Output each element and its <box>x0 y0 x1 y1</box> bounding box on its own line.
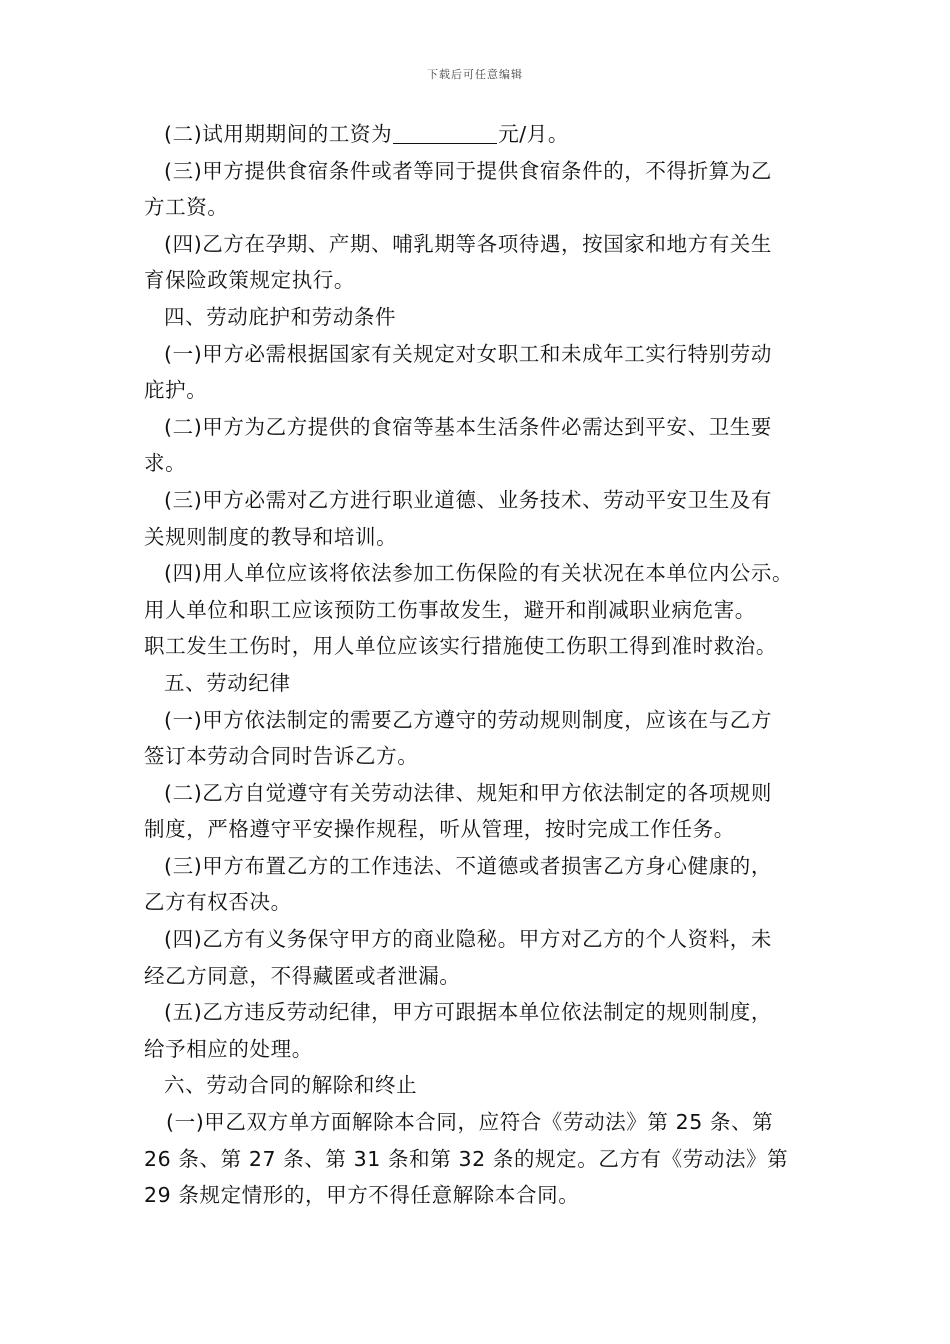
paragraph-line: 关规则制度的教导和培训。 <box>144 524 398 549</box>
paragraph-line: (二)乙方自觉遵守有关劳动法律、规矩和甲方依法制定的各项规则 <box>164 780 772 805</box>
paragraph-line: 制度，严格遵守平安操作规程，听从管理，按时完成工作任务。 <box>144 817 735 842</box>
section-heading: 五、劳动纪律 <box>164 670 291 695</box>
document-body <box>144 116 814 1214</box>
paragraph-line: 29 条规定情形的，甲方不得任意解除本合同。 <box>144 1183 580 1208</box>
section-heading: 六、劳动合同的解除和终止 <box>164 1073 418 1098</box>
paragraph-line <box>144 116 814 153</box>
paragraph-line: 求。 <box>144 451 187 476</box>
salary-unit: 元/月。 <box>498 122 570 146</box>
paragraph-line: (五)乙方违反劳动纪律，甲方可跟据本单位依法制定的规则制度， <box>164 1000 772 1025</box>
paragraph-line: (二)甲方为乙方提供的食宿等基本生活条件必需达到平安、卫生要 <box>164 414 772 439</box>
page-header: 下载后可任意编辑 <box>427 68 523 81</box>
paragraph-line: 签订本劳动合同时告诉乙方。 <box>144 744 419 769</box>
salary-blank-field[interactable] <box>393 121 497 144</box>
paragraph-line: 职工发生工伤时，用人单位应该实行措施使工伤职工得到准时救治。 <box>144 634 777 659</box>
paragraph-line: (三)甲方必需对乙方进行职业道德、业务技术、劳动平安卫生及有 <box>164 487 772 512</box>
paragraph-line: 26 条、第 27 条、第 31 条和第 32 条的规定。乙方有《劳动法》第 <box>144 1146 789 1171</box>
section-heading: 四、劳动庇护和劳动条件 <box>164 304 397 329</box>
paragraph-line: 庇护。 <box>144 378 208 403</box>
paragraph-line: (三)甲方布置乙方的工作违法、不道德或者损害乙方身心健康的， <box>164 853 772 878</box>
paragraph-line: (一)甲乙双方单方面解除本合同，应符合《劳动法》第 25 条、第 <box>166 1110 774 1135</box>
paragraph-line: 给予相应的处理。 <box>144 1036 313 1061</box>
paragraph-line: 用人单位和职工应该预防工伤事故发生，避开和削减职业病危害。 <box>144 597 756 622</box>
paragraph-line: (四)乙方有义务保守甲方的商业隐秘。甲方对乙方的个人资料，未 <box>164 927 772 952</box>
paragraph-line: (四)用人单位应该将依法参加工伤保险的有关状况在本单位内公示。 <box>164 561 794 586</box>
paragraph-line: 方工资。 <box>144 195 229 220</box>
paragraph-line: (一)甲方必需根据国家有关规定对女职工和未成年工实行特别劳动 <box>164 341 772 366</box>
paragraph-line: 经乙方同意，不得藏匿或者泄漏。 <box>144 963 461 988</box>
paragraph-line: (四)乙方在孕期、产期、哺乳期等各项待遇，按国家和地方有关生 <box>164 231 772 256</box>
salary-label: (二)试用期期间的工资为 <box>164 122 393 146</box>
paragraph-line: 乙方有权否决。 <box>144 890 292 915</box>
paragraph-line: (三)甲方提供食宿条件或者等同于提供食宿条件的，不得折算为乙 <box>164 158 772 183</box>
paragraph-line: (一)甲方依法制定的需要乙方遵守的劳动规则制度，应该在与乙方 <box>164 707 772 732</box>
paragraph-line: 育保险政策规定执行。 <box>144 268 355 293</box>
